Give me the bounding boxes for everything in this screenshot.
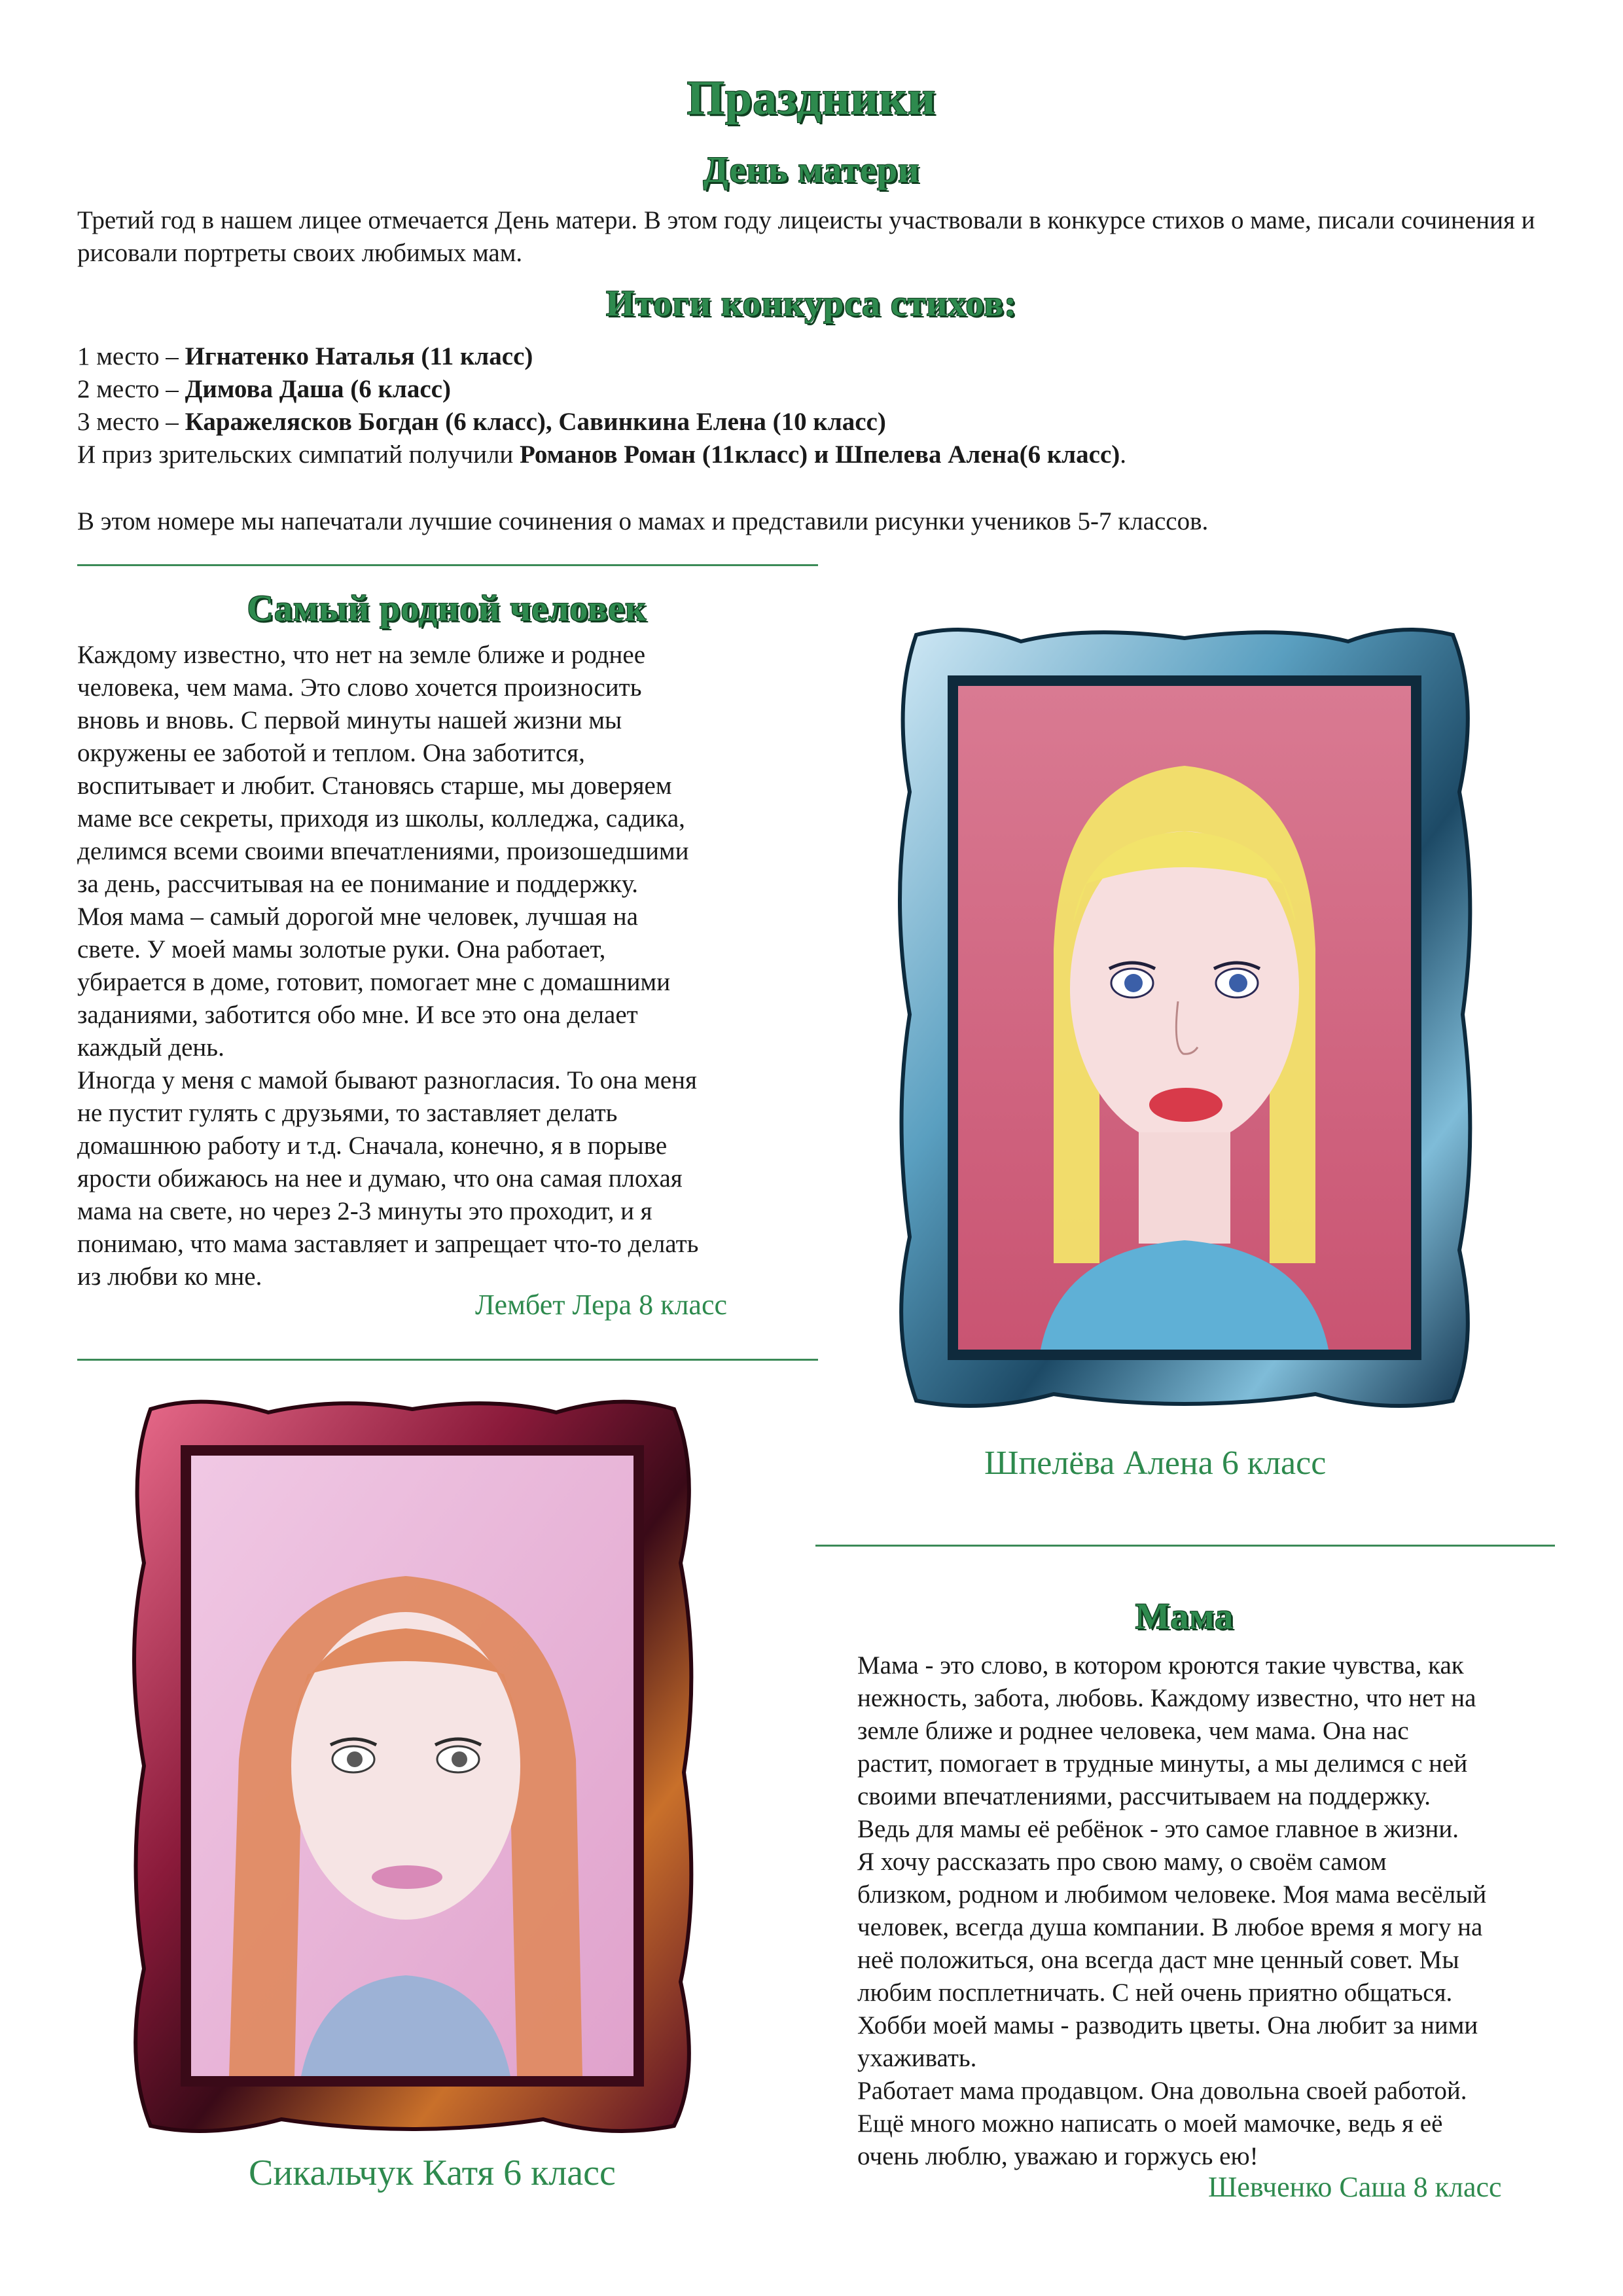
article-title: Самый родной человек	[247, 588, 647, 629]
article-title: Мама	[1135, 1596, 1234, 1637]
intro-paragraph: Третий год в нашем лицее отмечается День матери. В этом году лицеисты участвовали в конкурсе стихов о маме, писали сочинения и рисовали портреты своих любимых мам.	[77, 206, 1535, 267]
text-line: не пустит гулять с друзьями, то заставляет делать	[77, 1099, 618, 1127]
text-line: окружены ее заботой и теплом. Она заботится,	[77, 739, 585, 767]
text-line: неё положиться, она всегда даст мне ценный совет. Мы	[857, 1946, 1459, 1974]
drawing-caption: Сикальчук Катя 6 класс	[249, 2153, 616, 2193]
contest-results	[77, 340, 1556, 471]
text-line: близком, родном и любимом человеке. Моя мама весёлый	[857, 1880, 1487, 1909]
text-line: убирается в доме, готовит, помогает мне с домашними	[77, 968, 671, 996]
result-line: 2 место – Димова Даша (6 класс)	[77, 375, 451, 403]
text-line: очень люблю, уважаю и горжусь ею!	[857, 2142, 1258, 2170]
text-line: каждый день.	[77, 1033, 224, 1062]
article-author: Лембет Лера 8 класс	[475, 1289, 727, 1321]
text-line: маме все секреты, приходя из школы, колледжа, садика,	[77, 804, 685, 833]
result-line: 3 место – Каражелясков Богдан (6 класс), Савинкина Елена (10 класс)	[77, 408, 886, 436]
text-line: делимся всеми своими впечатлениями, произошедшими	[77, 837, 689, 865]
article-author: Шевченко Саша 8 класс	[1208, 2171, 1502, 2203]
results-heading: Итоги конкурса стихов:	[606, 283, 1017, 324]
text-line: Ещё много можно написать о моей мамочке, ведь я её	[857, 2109, 1443, 2138]
text-line: Работает мама продавцом. Она довольна своей работой.	[857, 2077, 1467, 2105]
portrait-drawing	[124, 1393, 700, 2139]
text-line: заданиями, заботится обо мне. И все это она делает	[77, 1001, 638, 1029]
text-line: Хобби моей мамы - разводить цветы. Она любит за ними	[857, 2011, 1478, 2039]
text-line: из любви ко мне.	[77, 1263, 262, 1291]
text-line: Мама - это слово, в котором кроются такие чувства, как	[857, 1651, 1464, 1679]
text-line: Каждому известно, что нет на земле ближе и роднее	[77, 641, 645, 669]
text-line: человек, всегда душа компании. В любое время я могу на	[857, 1913, 1483, 1941]
divider	[77, 564, 818, 566]
text-line: за день, рассчитывая на ее понимание и поддержку.	[77, 870, 639, 898]
result-line: И приз зрительских симпатий получили Романов Роман (11класс) и Шпелева Алена(6 класс).	[77, 440, 1127, 469]
text-line: воспитывает и любит. Становясь старше, мы доверяем	[77, 772, 672, 800]
issue-note: В этом номере мы напечатали лучшие сочинения о мамах и представили рисунки учеников 5-7 классов.	[77, 507, 1209, 535]
article-body	[77, 639, 784, 1293]
article-body	[857, 1649, 1551, 2173]
portrait-image	[890, 622, 1479, 1414]
text-line: земле ближе и роднее человека, чем мама. Она нас	[857, 1717, 1409, 1745]
text-line: растит, помогает в трудные минуты, а мы делимся с ней	[857, 1749, 1468, 1778]
text-line: любим посплетничать. С ней очень приятно общаться.	[857, 1979, 1453, 2007]
text-line: понимаю, что мама заставляет и запрещает что-то делать	[77, 1230, 699, 1258]
section-title-mothers-day: День матери	[703, 150, 920, 190]
text-line: ухаживать.	[857, 2044, 977, 2072]
text-line: Иногда у меня с мамой бывают разногласия. То она меня	[77, 1066, 697, 1094]
text-line: ярости обижаюсь на нее и думаю, что она самая плохая	[77, 1164, 683, 1193]
text-line: своими впечатлениями, рассчитываем на поддержку.	[857, 1782, 1431, 1810]
result-line: 1 место – Игнатенко Наталья (11 класс)	[77, 342, 533, 370]
text-line: свете. У моей мамы золотые руки. Она работает,	[77, 935, 606, 963]
text-line: мама на свете, но через 2-3 минуты это проходит, и я	[77, 1197, 652, 1225]
text-line: Моя мама – самый дорогой мне человек, лучшая на	[77, 903, 638, 931]
drawing-caption: Шпелёва Алена 6 класс	[984, 1444, 1327, 1482]
text-line: вновь и вновь. С первой минуты нашей жизни мы	[77, 706, 622, 734]
divider	[815, 1545, 1555, 1547]
text-line: Я хочу рассказать про свою маму, о своём самом	[857, 1848, 1387, 1876]
page-title: Праздники	[687, 71, 936, 125]
divider	[77, 1359, 818, 1361]
text-line: домашнюю работу и т.д. Сначала, конечно, я в порыве	[77, 1132, 668, 1160]
text-line: человека, чем мама. Это слово хочется произносить	[77, 673, 642, 702]
portrait-image	[124, 1393, 700, 2139]
portrait-drawing	[890, 622, 1479, 1414]
text-line: Ведь для мамы её ребёнок - это самое главное в жизни.	[857, 1815, 1459, 1843]
text-line: нежность, забота, любовь. Каждому известно, что нет на	[857, 1684, 1476, 1712]
